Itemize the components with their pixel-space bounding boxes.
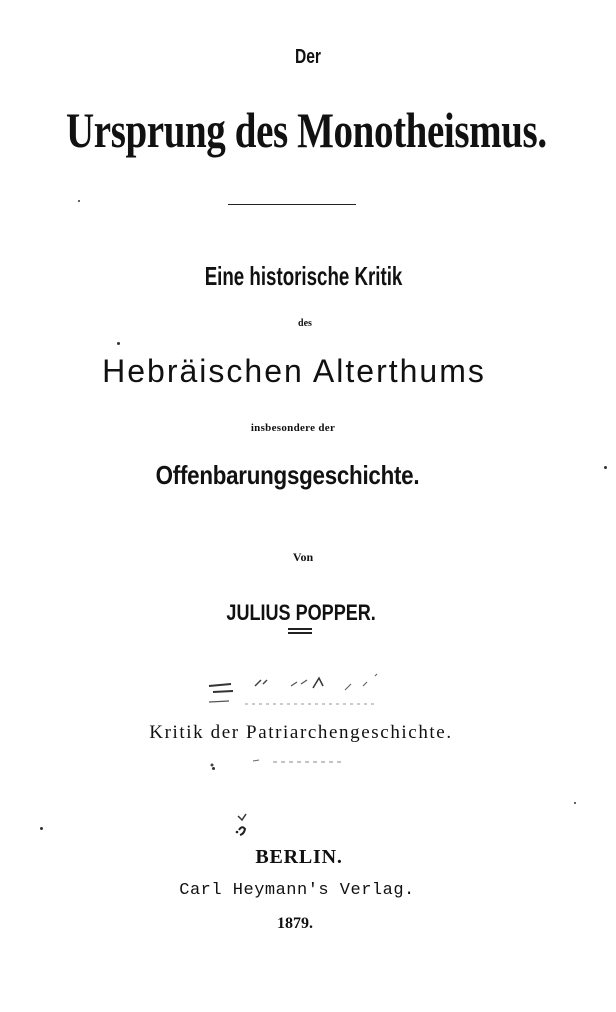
handwritten-scribble — [205, 672, 385, 716]
faint-dashes — [205, 758, 345, 770]
handwritten-underline — [288, 628, 312, 636]
connector-insbesondere: insbesondere der — [250, 422, 336, 434]
main-title: Ursprung des Monotheismus. — [66, 102, 547, 158]
title-article: Der — [294, 46, 322, 68]
subject-detail: Offenbarungsgeschichte. — [155, 460, 420, 490]
speck — [78, 200, 80, 202]
library-mark — [232, 812, 252, 842]
volume-note: Kritik der Patriarchengeschichte. — [149, 722, 453, 743]
speck — [117, 342, 120, 345]
speck — [212, 767, 215, 770]
publication-city: BERLIN. — [255, 846, 343, 868]
subtitle: Eine historische Kritik — [204, 261, 403, 291]
author-prefix: Von — [292, 550, 314, 564]
author-name: JULIUS POPPER. — [226, 600, 376, 625]
speck — [574, 802, 576, 804]
publisher: Carl Heymann's Verlag. — [179, 881, 415, 900]
subject-title: Hebräischen Alterthums — [102, 353, 486, 389]
speck — [40, 827, 43, 830]
title-divider — [228, 204, 356, 205]
connector-des: des — [298, 318, 312, 329]
publication-year: 1879. — [277, 915, 313, 932]
speck — [604, 466, 607, 469]
